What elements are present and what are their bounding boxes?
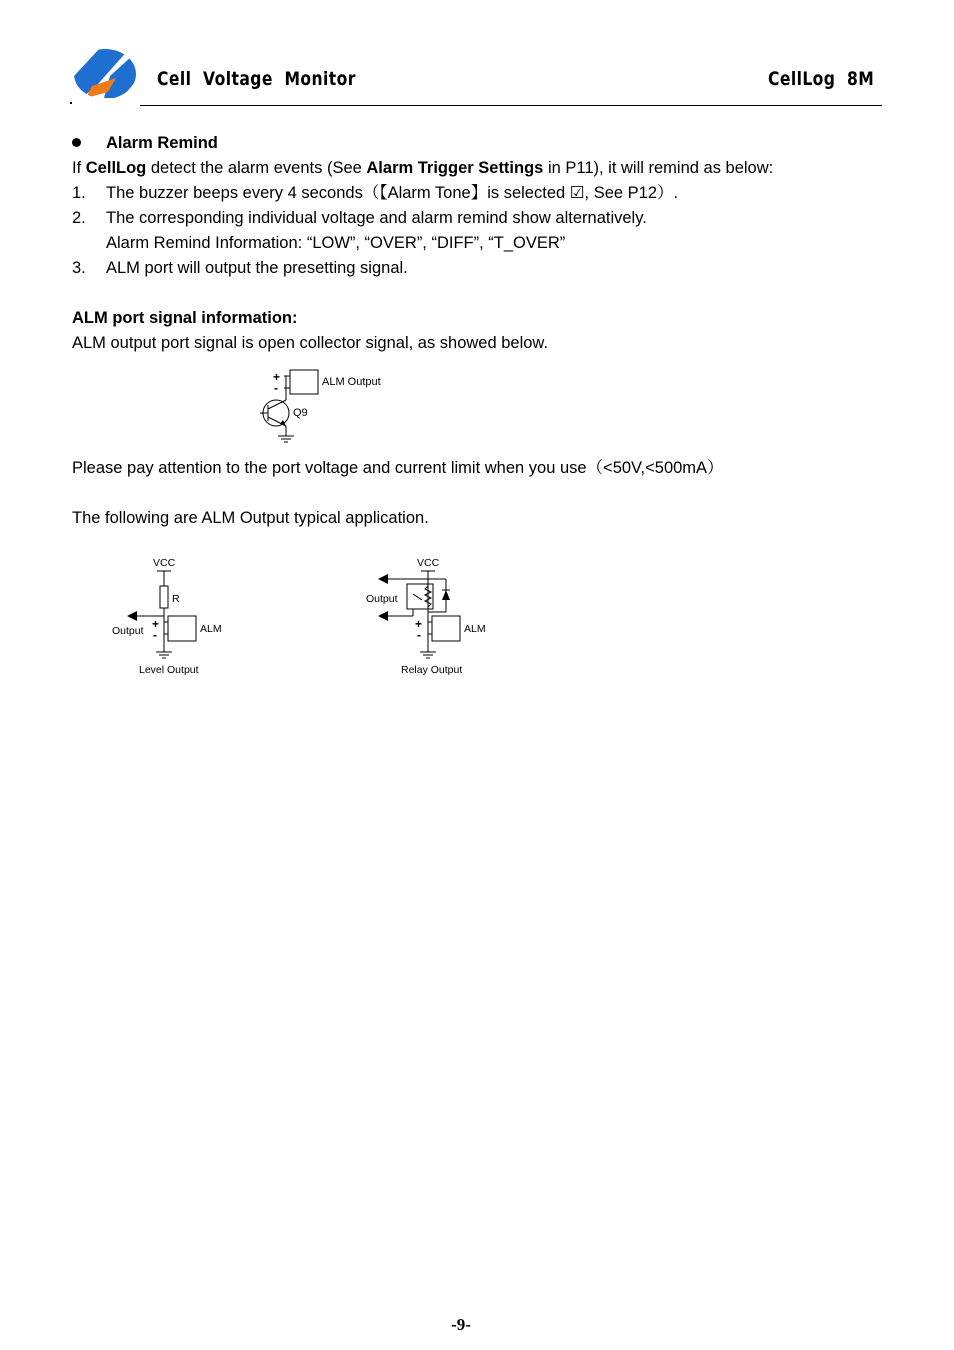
minus-terminal-label: - xyxy=(153,628,157,642)
alm-port-circuit-diagram xyxy=(250,362,400,450)
vcc-label: VCC xyxy=(153,557,176,569)
level-output-diagram xyxy=(105,550,245,682)
bullet-icon xyxy=(72,138,81,147)
port-limit-note: Please pay attention to the port voltage and current limit when you use（<50V,<500mA） xyxy=(72,459,724,477)
alm-output-label: ALM Output xyxy=(322,376,381,388)
vcc-label: VCC xyxy=(417,557,440,569)
intro-text: detect the alarm events (See xyxy=(146,159,367,177)
minus-terminal-label: - xyxy=(417,628,421,642)
header-title: Cell Voltage Monitor xyxy=(157,68,356,90)
section-heading-alm-port: ALM port signal information: xyxy=(72,309,298,327)
plus-terminal-label: + xyxy=(152,617,160,631)
intro-settings-ref: Alarm Trigger Settings xyxy=(366,159,544,177)
list-item-continuation: Alarm Remind Information: “LOW”, “OVER”, “DIFF”, “T_OVER” xyxy=(106,234,566,252)
output-arrow-icon xyxy=(378,574,388,584)
minus-terminal-label: - xyxy=(274,381,278,395)
list-item: The buzzer beeps every 4 seconds（【Alarm Tone】is selected ☑, See P12）. xyxy=(106,184,679,202)
list-item: ALM port will output the presetting signal. xyxy=(106,259,408,277)
diagram-caption: Level Output xyxy=(139,664,199,676)
alm-label: ALM xyxy=(200,623,222,635)
company-logo-icon xyxy=(70,46,140,106)
resistor-label: R xyxy=(172,593,180,605)
list-item-number: 1. xyxy=(72,184,86,202)
plus-terminal-label: + xyxy=(415,617,423,631)
transistor-label: Q9 xyxy=(293,407,308,419)
application-intro: The following are ALM Output typical application. xyxy=(72,509,429,527)
output-arrow-icon xyxy=(127,611,137,621)
relay-output-diagram xyxy=(360,550,510,682)
header-divider xyxy=(140,105,882,106)
header-product-name: CellLog 8M xyxy=(768,68,875,90)
alm-label: ALM xyxy=(464,623,486,635)
list-item-number: 3. xyxy=(72,259,86,277)
intro-text: If xyxy=(72,159,86,177)
intro-text: in P11), it will remind as below: xyxy=(543,159,774,177)
diagram-caption: Relay Output xyxy=(401,664,463,676)
alarm-intro xyxy=(72,158,773,178)
section-heading-alarm-remind: Alarm Remind xyxy=(106,134,218,152)
list-item: The corresponding individual voltage and alarm remind show alternatively. xyxy=(106,209,647,227)
list-item-number: 2. xyxy=(72,209,86,227)
plus-terminal-label: + xyxy=(273,370,281,384)
page-number: -9- xyxy=(451,1315,471,1334)
output-label: Output xyxy=(366,593,398,605)
output-arrow-icon xyxy=(378,611,388,621)
diode-icon xyxy=(442,590,450,600)
alm-port-description: ALM output port signal is open collector signal, as showed below. xyxy=(72,334,549,352)
intro-product: CellLog xyxy=(85,159,147,177)
output-label: Output xyxy=(112,625,144,637)
